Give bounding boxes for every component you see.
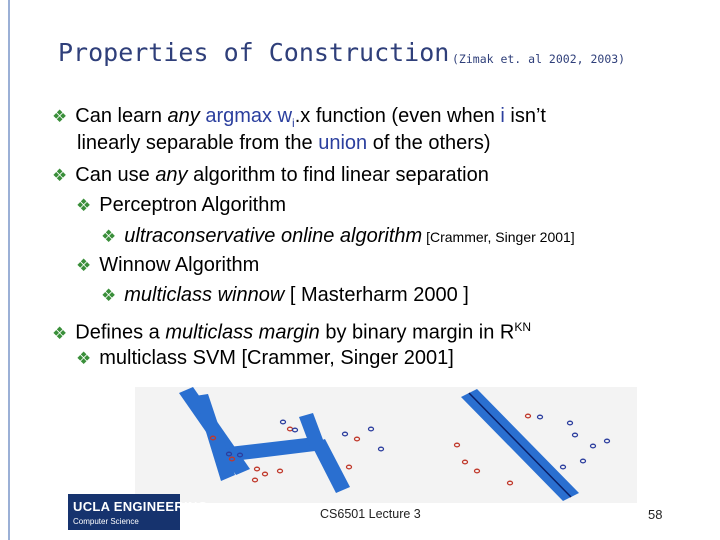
bullet-icon: ❖ [76, 349, 92, 368]
separation-figure [135, 387, 637, 503]
separation-diagram [135, 387, 637, 503]
left-accent-rule [8, 0, 10, 540]
bullet-icon: ❖ [76, 256, 92, 275]
bullet-line-2: ❖ Can use any algorithm to find linear separation [52, 164, 489, 186]
union-bands [179, 387, 350, 493]
sub-bullet-winnow: ❖ Winnow Algorithm [76, 254, 260, 276]
bullet-icon: ❖ [52, 107, 68, 126]
footer-lecture: CS6501 Lecture 3 [320, 507, 421, 521]
bullet-icon: ❖ [76, 196, 92, 215]
page-number: 58 [648, 507, 663, 522]
ucla-engineering-logo: UCLA ENGINEERING Computer Science [68, 494, 180, 530]
sub-sub-bullet-ultraconservative: ❖ ultraconservative online algorithm [Crammer, Singer 2001] [101, 225, 575, 247]
bullet-line-3: ❖ Defines a multiclass margin by binary margin in $R^{KN}$ [52, 320, 531, 344]
sub-bullet-perceptron: ❖ Perceptron Algorithm [76, 194, 287, 216]
sub-bullet-svm: ❖ multiclass SVM [Crammer, Singer 2001] [76, 347, 454, 369]
band-bridge [229, 437, 315, 461]
bullet-icon: ❖ [52, 166, 68, 185]
single-band [461, 389, 579, 501]
slide-title: Properties of Construction [58, 38, 450, 67]
bullet-line-1: ❖ Can learn any argmax $w_i.x$ function (even when i isn’t [52, 105, 546, 130]
bullet-icon: ❖ [101, 286, 117, 305]
bullet-icon: ❖ [101, 227, 117, 246]
separator-line [469, 393, 571, 497]
bullet-icon: ❖ [52, 323, 68, 343]
sub-sub-bullet-multiclass-winnow: ❖ multiclass winnow [ Masterharm 2000 ] [101, 284, 469, 306]
title-citation: (Zimak et. al 2002, 2003) [452, 52, 626, 66]
bullet-line-1-cont: linearly separable from the union of the others) [77, 132, 491, 154]
